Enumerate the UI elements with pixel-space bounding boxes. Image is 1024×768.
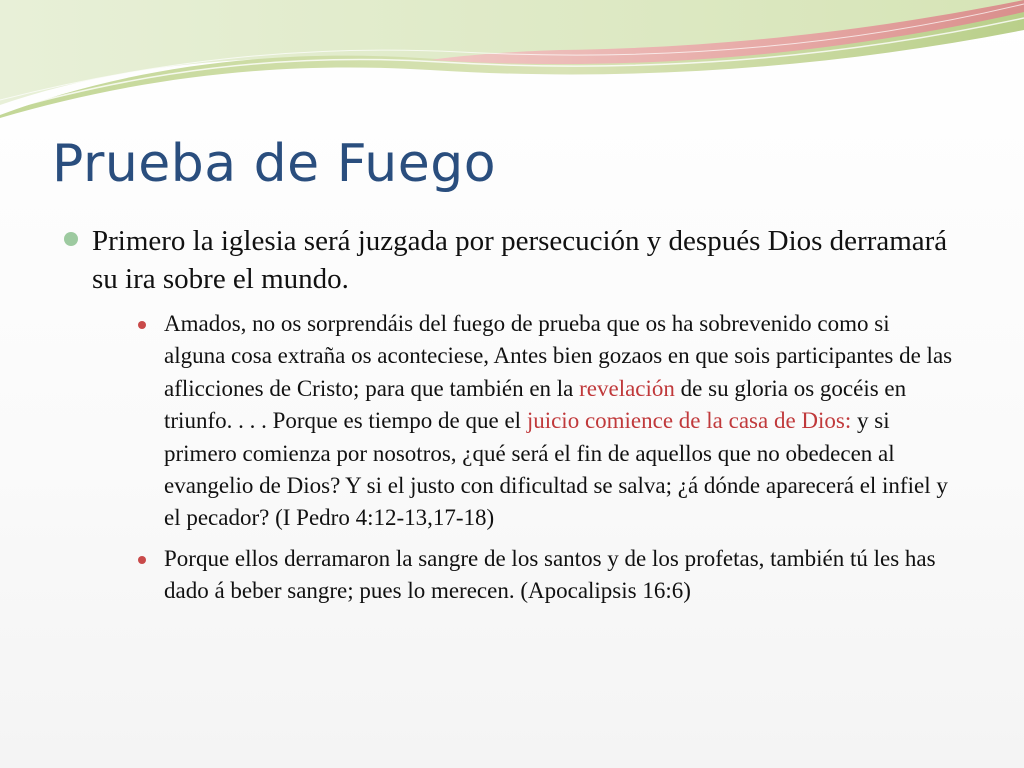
- highlight-juicio: juicio comience de la casa de Dios:: [526, 408, 852, 434]
- sub-bullet-1-text-part3: y si primero comienza por nosotros, ¿qué será el fin de aquellos que no obedecen al evangelio de Dios? Y si el justo con dificultad se salva; ¿á dónde aparecerá el infiel y el pecador? (I Pedro 4:12-13,17-18): [164, 408, 948, 531]
- sub-bullet-1-text-part2: de su gloria os gocéis en triunfo. . . . Porque es tiempo de que el: [164, 375, 907, 434]
- sub-bullet-item-1: [164, 308, 954, 535]
- sub-bullet-item-2: [164, 543, 954, 608]
- sub-bullet-icon: [138, 556, 146, 564]
- bullet-icon: [64, 232, 78, 246]
- sub-bullet-icon: [138, 321, 146, 329]
- slide-title: Prueba de Fuego: [52, 134, 497, 194]
- header-wave-decoration: [0, 0, 1024, 120]
- highlight-revelacion: revelación: [579, 375, 675, 401]
- slide-body: [62, 222, 962, 608]
- sub-bullet-1-text-part1: Amados, no os sorprendáis del fuego de prueba que os ha sobrevenido como si alguna cosa extraña os aconteciese, Antes bien gozaos en que sois participantes de las aflicciones de Cristo; para que también en la: [164, 311, 953, 401]
- main-bullet-text: Primero la iglesia será juzgada por persecución y después Dios derramará su ira sobre el mundo.: [92, 225, 948, 295]
- sub-bullet-2-text: Porque ellos derramaron la sangre de los santos y de los profetas, también tú les has dado á beber sangre; pues lo merecen. (Apocalipsis 16:6): [164, 545, 936, 604]
- main-bullet-item: [62, 222, 962, 298]
